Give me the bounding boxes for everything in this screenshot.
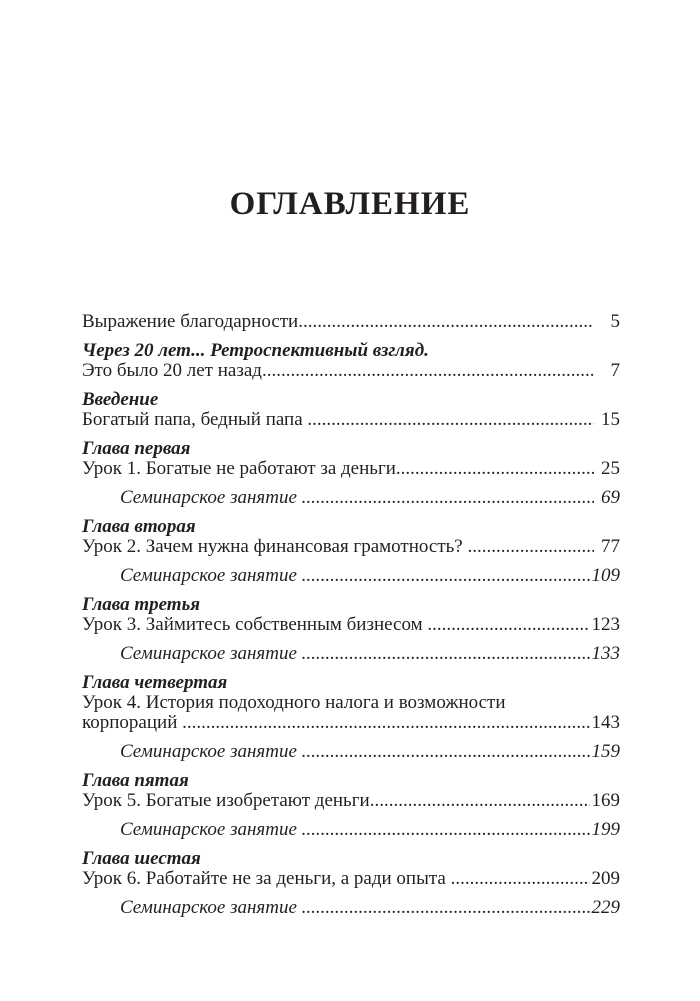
toc-entry-text: Урок 4. История подоходного налога и возможности xyxy=(82,692,506,713)
toc-section-heading xyxy=(82,673,620,693)
toc-entry xyxy=(82,312,620,332)
toc-entry-text: Урок 3. Займитесь собственным бизнесом xyxy=(82,614,428,635)
toc-entry-text: корпораций xyxy=(82,712,183,733)
toc-page-number: 123 xyxy=(591,614,620,635)
dot-leader xyxy=(302,898,590,918)
toc-entry xyxy=(82,537,620,557)
table-of-contents xyxy=(0,312,700,918)
dot-leader xyxy=(370,791,590,811)
toc-subentry xyxy=(82,644,620,664)
dot-leader xyxy=(396,459,594,479)
toc-page-number: 25 xyxy=(601,458,620,479)
toc-page-number: 199 xyxy=(591,819,620,840)
toc-page-number: 229 xyxy=(591,897,620,918)
toc-subentry-text: Семинарское занятие xyxy=(120,565,302,586)
toc-page-number: 159 xyxy=(591,741,620,762)
toc-entry xyxy=(82,361,620,381)
toc-subentry-text: Семинарское занятие xyxy=(120,487,302,508)
toc-subentry xyxy=(82,488,620,508)
toc-subentry-text: Семинарское занятие xyxy=(120,819,302,840)
toc-entry-text: Урок 6. Работайте не за деньги, а ради опыта xyxy=(82,868,451,889)
toc-section-heading xyxy=(82,849,620,869)
toc-page-number: 69 xyxy=(601,487,620,508)
toc-entry xyxy=(82,713,620,733)
toc-section-heading xyxy=(82,771,620,791)
toc-page-number: 143 xyxy=(591,712,620,733)
toc-entry xyxy=(82,791,620,811)
toc-subentry-text: Семинарское занятие xyxy=(120,643,302,664)
toc-section-heading xyxy=(82,517,620,537)
toc-heading-text: Глава четвертая xyxy=(82,672,228,693)
toc-entry-text: Богатый папа, бедный папа xyxy=(82,409,308,430)
toc-entry-text: Урок 2. Зачем нужна финансовая грамотность? xyxy=(82,536,468,557)
toc-subentry xyxy=(82,820,620,840)
toc-page-number: 7 xyxy=(610,360,620,381)
toc-subentry-text: Семинарское занятие xyxy=(120,741,302,762)
toc-page-number: 77 xyxy=(601,536,620,557)
toc-page-number: 209 xyxy=(591,868,620,889)
toc-subentry-text: Семинарское занятие xyxy=(120,897,302,918)
dot-leader xyxy=(451,869,590,889)
toc-section-heading xyxy=(82,595,620,615)
toc-heading-text: Через 20 лет... Ретроспективный взгляд. xyxy=(82,340,429,361)
toc-entry xyxy=(82,459,620,479)
toc-section-heading xyxy=(82,341,620,361)
toc-page-number: 133 xyxy=(591,643,620,664)
toc-entry-text: Урок 5. Богатые изобретают деньги xyxy=(82,790,370,811)
toc-heading-text: Глава шестая xyxy=(82,848,201,869)
toc-heading-text: Глава первая xyxy=(82,438,191,459)
toc-entry-text: Выражение благодарности xyxy=(82,311,299,332)
toc-section-heading xyxy=(82,439,620,459)
toc-entry xyxy=(82,869,620,889)
dot-leader xyxy=(182,713,589,733)
page-title: ОГЛАВЛЕНИЕ xyxy=(229,186,471,222)
toc-subentry xyxy=(82,898,620,918)
dot-leader xyxy=(298,312,594,332)
toc-page-number: 15 xyxy=(601,409,620,430)
toc-entry-text: Урок 1. Богатые не работают за деньги xyxy=(82,458,396,479)
dot-leader xyxy=(302,644,590,664)
dot-leader xyxy=(427,615,589,635)
dot-leader xyxy=(302,488,594,508)
toc-heading-text: Введение xyxy=(82,389,159,410)
toc-subentry xyxy=(82,742,620,762)
toc-heading-text: Глава пятая xyxy=(82,770,189,791)
toc-entry-text: Это было 20 лет назад xyxy=(82,360,262,381)
toc-entry-wrapped-line xyxy=(82,693,620,713)
toc-entry xyxy=(82,615,620,635)
toc-page-number: 5 xyxy=(610,311,620,332)
toc-page-number: 109 xyxy=(591,565,620,586)
dot-leader xyxy=(262,361,594,381)
toc-heading-text: Глава вторая xyxy=(82,516,196,537)
dot-leader xyxy=(302,820,590,840)
dot-leader xyxy=(467,537,594,557)
toc-heading-text: Глава третья xyxy=(82,594,201,615)
dot-leader xyxy=(307,410,594,430)
toc-section-heading xyxy=(82,390,620,410)
toc-subentry xyxy=(82,566,620,586)
dot-leader xyxy=(302,742,590,762)
dot-leader xyxy=(302,566,590,586)
toc-entry xyxy=(82,410,620,430)
toc-page-number: 169 xyxy=(591,790,620,811)
